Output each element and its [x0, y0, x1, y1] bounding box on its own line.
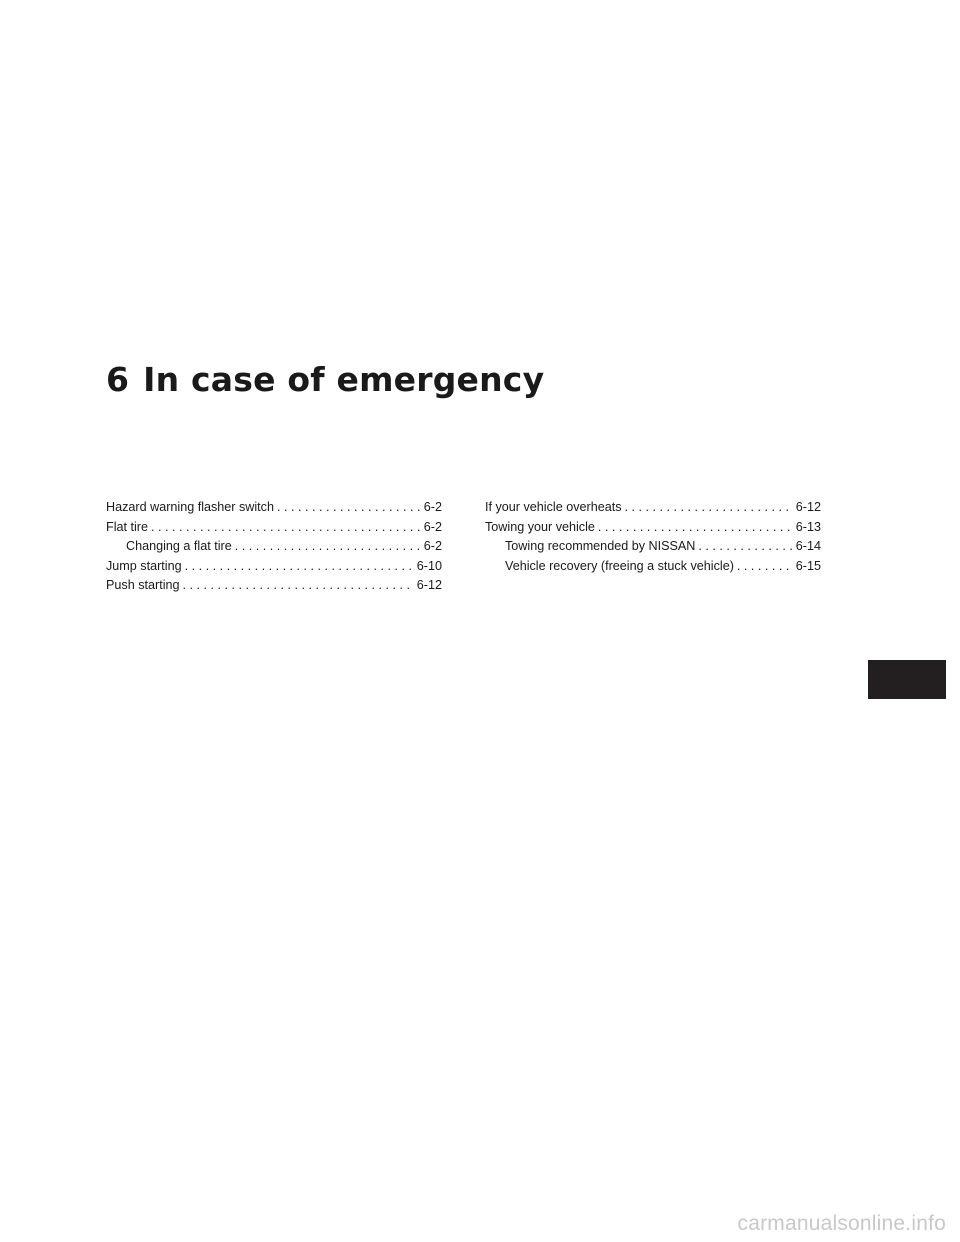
chapter-title-text: In case of emergency: [143, 360, 545, 399]
toc-entry[interactable]: [106, 576, 442, 596]
toc-entry-page: 6-15: [795, 558, 821, 573]
toc-entry[interactable]: [485, 498, 821, 518]
toc-leader-dots: [737, 557, 793, 577]
toc-entry-label: Flat tire: [106, 519, 148, 534]
toc-entry-page: 6-14: [795, 539, 821, 553]
toc-entry-label: Jump starting: [106, 558, 182, 573]
toc-leader-dots: [183, 576, 414, 596]
toc-entry-label: Towing your vehicle: [485, 519, 595, 534]
toc-entry-label: Vehicle recovery (freeing a stuck vehicle): [505, 558, 734, 573]
toc-left-column: [106, 498, 442, 596]
chapter-tab-marker: [868, 660, 946, 699]
toc-entry-page: 6-2: [423, 539, 442, 553]
toc-leader-dots: [235, 537, 421, 557]
toc-entry[interactable]: [106, 518, 442, 538]
toc-right-column: [485, 498, 821, 576]
toc-entry[interactable]: [485, 518, 821, 538]
toc-subentry[interactable]: [485, 557, 821, 577]
toc-entry-label: Hazard warning flasher switch: [106, 500, 274, 514]
toc-entry-page: 6-12: [416, 578, 442, 592]
toc-entry-page: 6-2: [423, 519, 442, 534]
toc-subentry[interactable]: [485, 537, 821, 557]
toc-entry-label: Towing recommended by NISSAN: [505, 539, 696, 553]
toc-entry[interactable]: [106, 498, 442, 518]
toc-entry-page: 6-2: [423, 500, 442, 514]
toc-entry-label: Changing a flat tire: [126, 539, 232, 553]
watermark: carmanualsonline.info: [737, 1212, 946, 1235]
toc-entry[interactable]: [106, 557, 442, 577]
toc-entry-label: If your vehicle overheats: [485, 500, 622, 514]
toc-leader-dots: [185, 557, 414, 577]
toc-entry-label: Push starting: [106, 578, 180, 592]
toc-leader-dots: [625, 498, 793, 518]
toc-leader-dots: [598, 518, 793, 538]
toc-entry-page: 6-12: [795, 500, 821, 514]
chapter-title: [106, 360, 544, 399]
toc-leader-dots: [698, 537, 792, 557]
toc-leader-dots: [151, 518, 421, 538]
toc-entry-page: 6-13: [795, 519, 821, 534]
toc-subentry[interactable]: [106, 537, 442, 557]
chapter-number: 6: [106, 360, 130, 399]
toc-leader-dots: [277, 498, 421, 518]
toc-entry-page: 6-10: [416, 558, 442, 573]
